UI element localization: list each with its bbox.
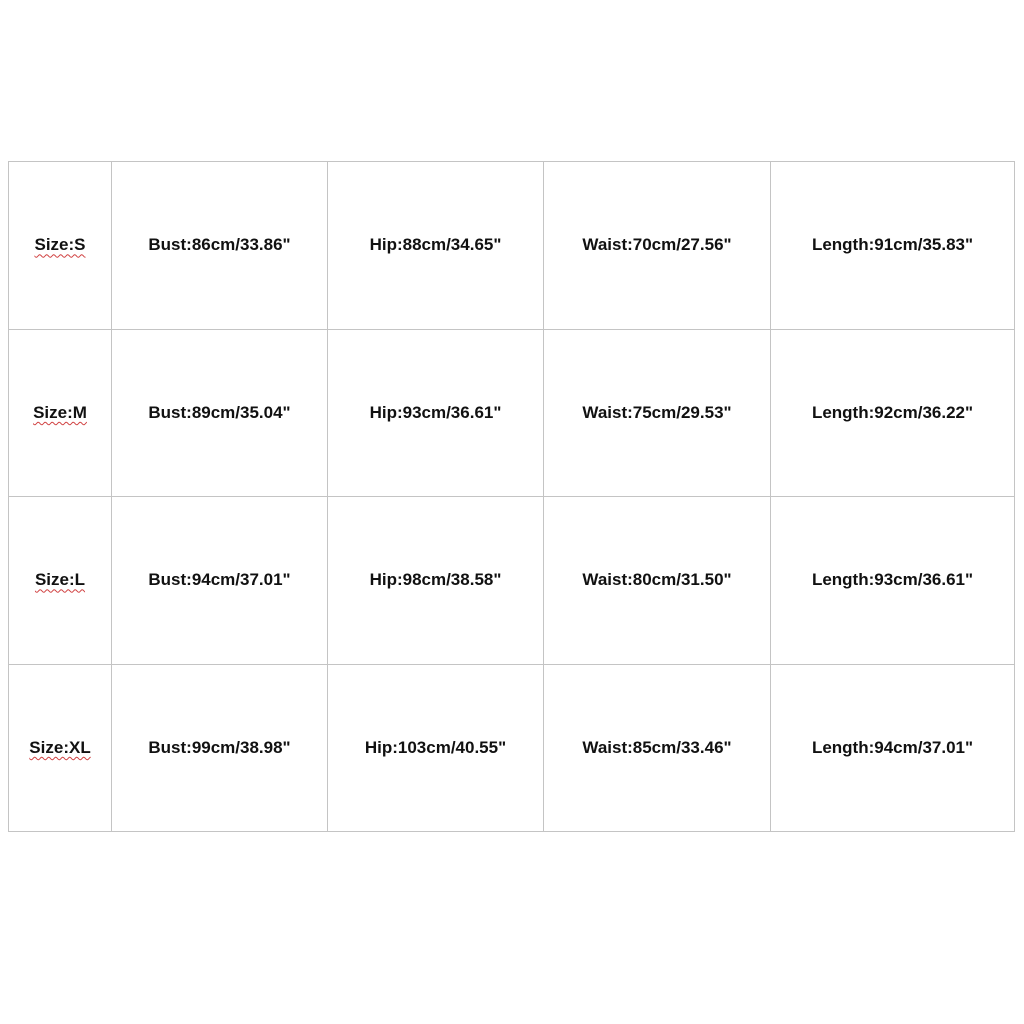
size-chart-table: [8, 161, 1015, 832]
table-row: [9, 664, 1015, 832]
bust-cell: Bust:99cm/38.98": [112, 664, 328, 832]
size-cell: [9, 162, 112, 330]
table-row: [9, 162, 1015, 330]
size-label: Size:S: [34, 235, 86, 255]
bust-cell: Bust:89cm/35.04": [112, 329, 328, 497]
size-label: Size:XL: [29, 737, 91, 757]
size-cell: [9, 329, 112, 497]
hip-cell: Hip:88cm/34.65": [328, 162, 544, 330]
hip-cell: Hip:103cm/40.55": [328, 664, 544, 832]
size-cell: [9, 497, 112, 665]
bust-cell: Bust:86cm/33.86": [112, 162, 328, 330]
length-cell: Length:92cm/36.22": [771, 329, 1015, 497]
length-cell: Length:94cm/37.01": [771, 664, 1015, 832]
size-label: Size:M: [33, 402, 87, 422]
table-row: [9, 497, 1015, 665]
bust-cell: Bust:94cm/37.01": [112, 497, 328, 665]
size-label: Size:L: [34, 570, 86, 590]
table-row: [9, 329, 1015, 497]
length-cell: Length:91cm/35.83": [771, 162, 1015, 330]
waist-cell: Waist:85cm/33.46": [544, 664, 771, 832]
hip-cell: Hip:98cm/38.58": [328, 497, 544, 665]
waist-cell: Waist:75cm/29.53": [544, 329, 771, 497]
size-cell: [9, 664, 112, 832]
length-cell: Length:93cm/36.61": [771, 497, 1015, 665]
hip-cell: Hip:93cm/36.61": [328, 329, 544, 497]
waist-cell: Waist:80cm/31.50": [544, 497, 771, 665]
waist-cell: Waist:70cm/27.56": [544, 162, 771, 330]
